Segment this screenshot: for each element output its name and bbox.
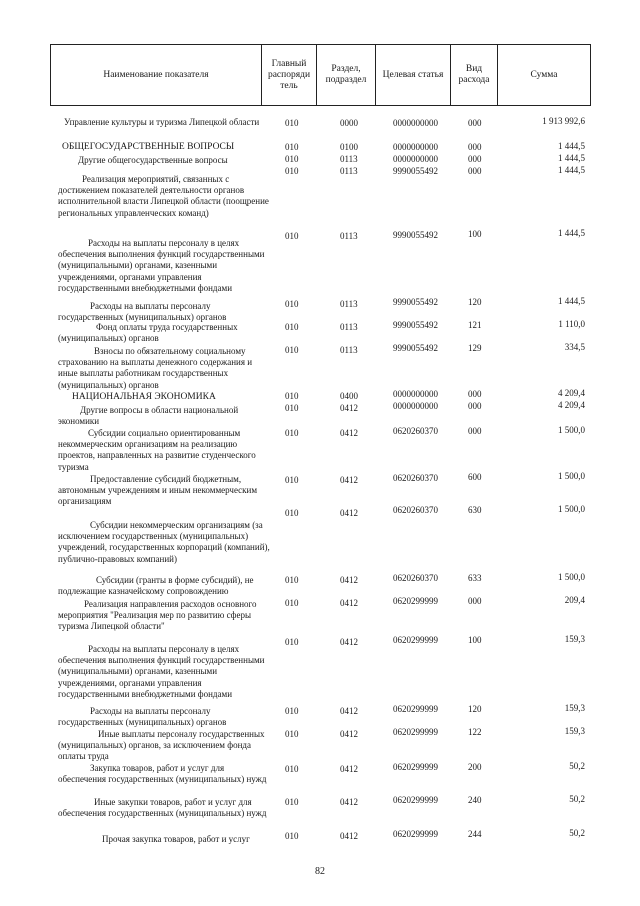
- row-vid: 000: [468, 118, 482, 128]
- row-gr: 010: [285, 598, 299, 608]
- header-vid: Вид расхода: [458, 64, 490, 85]
- header-target-cell: [375, 44, 451, 106]
- row-name: Взносы по обязательному социальному страхованию на выплаты денежного содержания и иные выплаты работникам государственных (муниципальных) органов: [58, 346, 253, 390]
- header-sum: Сумма: [530, 69, 558, 80]
- row-target: 0000000000: [393, 154, 438, 164]
- row-section: 0412: [340, 764, 358, 774]
- row-sum: 1 444,5: [558, 141, 585, 151]
- row-sum: 1 444,5: [558, 296, 585, 306]
- row-gr: 010: [285, 575, 299, 585]
- row-vid: 000: [468, 401, 482, 411]
- row-section: 0412: [340, 831, 358, 841]
- row-section: 0113: [340, 299, 358, 309]
- row-gr: 010: [285, 345, 299, 355]
- row-target: 0000000000: [393, 118, 438, 128]
- row-target: 0620260370: [393, 426, 438, 436]
- row-name: Реализация направления расходов основного мероприятия "Реализация мер по развитию сферы туризма Липецкой области": [58, 599, 257, 632]
- row-vid: 122: [468, 727, 482, 737]
- row-target: 0620260370: [393, 473, 438, 483]
- header-target: Целевая статья: [382, 69, 444, 80]
- row-vid: 200: [468, 762, 482, 772]
- row-sum: 1 500,0: [558, 425, 585, 435]
- row-sum: 1 913 992,6: [542, 116, 585, 126]
- row-sum: 1 444,5: [558, 153, 585, 163]
- row-name: Субсидии некоммерческим организациям (за исключением государственных (муниципальных) учреждений, государственных корпораций (компаний), публично-правовых компаний): [58, 520, 270, 564]
- row-target: 0620299999: [393, 704, 438, 714]
- row-section: 0113: [340, 166, 358, 176]
- row-name: Субсидии (гранты в форме субсидий), не подлежащие казначейскому сопровождению: [58, 575, 254, 597]
- header-gr-cell: [261, 44, 317, 106]
- row-name: Управление культуры и туризма Липецкой области: [64, 117, 260, 127]
- row-target: 0000000000: [393, 142, 438, 152]
- row-name: Реализация мероприятий, связанных с достижением показателей деятельности органов исполнительной власти Липецкой области (поощрение региональных управленческих команд): [58, 174, 269, 218]
- row-gr: 010: [285, 428, 299, 438]
- row-name: Иные выплаты персоналу государственных (муниципальных) органов, за исключением фонда оплаты труда: [58, 729, 265, 762]
- row-section: 0412: [340, 575, 358, 585]
- row-section: 0412: [340, 637, 358, 647]
- row-sum: 50,2: [569, 828, 585, 838]
- row-target: 9990055492: [393, 343, 438, 353]
- row-sum: 1 500,0: [558, 471, 585, 481]
- row-vid: 633: [468, 573, 482, 583]
- row-name: Расходы на выплаты персоналу государственных (муниципальных) органов: [58, 706, 227, 728]
- row-sum: 334,5: [564, 342, 585, 352]
- row-section: 0113: [340, 231, 358, 241]
- row-vid: 240: [468, 795, 482, 805]
- row-vid: 600: [468, 472, 482, 482]
- row-name: Субсидии социально ориентированным некоммерческим организациям на реализацию проектов, направленных на развитие студенческого туризма: [58, 428, 256, 472]
- header-name-cell: [50, 44, 262, 106]
- row-target: 9990055492: [393, 230, 438, 240]
- row-vid: 000: [468, 154, 482, 164]
- row-target: 0620299999: [393, 596, 438, 606]
- row-gr: 010: [285, 142, 299, 152]
- row-name: Расходы на выплаты персоналу в целях обеспечения выполнения функций государственными (муниципальными) органами, казенными учреждениями, органами управления государственными внебюджетными фондами: [58, 238, 265, 293]
- row-gr: 010: [285, 706, 299, 716]
- row-vid: 630: [468, 505, 482, 515]
- row-gr: 010: [285, 797, 299, 807]
- row-gr: 010: [285, 231, 299, 241]
- row-sum: 50,2: [569, 794, 585, 804]
- row-vid: 000: [468, 166, 482, 176]
- row-name: Иные закупки товаров, работ и услуг для обеспечения государственных (муниципальных) нужд: [58, 797, 267, 819]
- row-section: 0412: [340, 403, 358, 413]
- row-section: 0113: [340, 322, 358, 332]
- row-vid: 129: [468, 343, 482, 353]
- row-name: Фонд оплаты труда государственных (муниципальных) органов: [58, 322, 238, 344]
- row-name: Другие общегосударственные вопросы: [78, 155, 228, 165]
- row-vid: 000: [468, 596, 482, 606]
- row-gr: 010: [285, 403, 299, 413]
- header-gr: Главный распоряди тель: [267, 58, 311, 91]
- row-vid: 120: [468, 704, 482, 714]
- row-name: ОБЩЕГОСУДАРСТВЕННЫЕ ВОПРОСЫ: [62, 142, 235, 152]
- row-target: 0620299999: [393, 635, 438, 645]
- row-section: 0100: [340, 142, 358, 152]
- row-target: 0620260370: [393, 505, 438, 515]
- row-name: Другие вопросы в области национальной экономики: [58, 405, 239, 427]
- header-section-cell: [316, 44, 376, 106]
- row-vid: 000: [468, 389, 482, 399]
- row-section: 0412: [340, 706, 358, 716]
- row-vid: 000: [468, 426, 482, 436]
- row-name: Расходы на выплаты персоналу в целях обеспечения выполнения функций государственными (муниципальными) органами, казенными учреждениями, органами управления государственными внебюджетными фондами: [58, 644, 265, 699]
- row-vid: 121: [468, 320, 482, 330]
- row-vid: 120: [468, 297, 482, 307]
- row-gr: 010: [285, 508, 299, 518]
- row-gr: 010: [285, 831, 299, 841]
- row-sum: 4 209,4: [558, 400, 585, 410]
- row-section: 0412: [340, 797, 358, 807]
- header-vid-cell: [450, 44, 498, 106]
- row-name: Расходы на выплаты персоналу государственных (муниципальных) органов: [58, 301, 227, 323]
- row-vid: 100: [468, 635, 482, 645]
- row-name: НАЦИОНАЛЬНАЯ ЭКОНОМИКА: [72, 392, 216, 402]
- row-target: 0620299999: [393, 829, 438, 839]
- row-section: 0412: [340, 475, 358, 485]
- header-section: Раздел, подраздел: [325, 64, 367, 85]
- row-sum: 209,4: [564, 595, 585, 605]
- row-target: 0620260370: [393, 573, 438, 583]
- row-gr: 010: [285, 322, 299, 332]
- row-section: 0412: [340, 428, 358, 438]
- row-sum: 50,2: [569, 761, 585, 771]
- row-sum: 1 444,5: [558, 165, 585, 175]
- row-section: 0412: [340, 598, 358, 608]
- row-target: 0000000000: [393, 389, 438, 399]
- row-target: 0620299999: [393, 727, 438, 737]
- row-sum: 159,3: [564, 634, 585, 644]
- row-gr: 010: [285, 118, 299, 128]
- row-sum: 1 444,5: [558, 228, 585, 238]
- row-gr: 010: [285, 166, 299, 176]
- row-sum: 159,3: [564, 703, 585, 713]
- row-sum: 1 500,0: [558, 572, 585, 582]
- row-target: 9990055492: [393, 297, 438, 307]
- row-vid: 100: [468, 229, 482, 239]
- page-number: 82: [315, 866, 325, 877]
- row-target: 9990055492: [393, 320, 438, 330]
- row-target: 0000000000: [393, 401, 438, 411]
- header-sum-cell: [497, 44, 591, 106]
- row-sum: 1 110,0: [558, 319, 585, 329]
- row-name: Прочая закупка товаров, работ и услуг: [102, 834, 250, 844]
- row-gr: 010: [285, 475, 299, 485]
- row-gr: 010: [285, 764, 299, 774]
- row-section: 0113: [340, 154, 358, 164]
- header-name: Наименование показателя: [103, 69, 209, 80]
- row-section: 0113: [340, 345, 358, 355]
- row-gr: 010: [285, 391, 299, 401]
- row-sum: 1 500,0: [558, 504, 585, 514]
- row-name: Закупка товаров, работ и услуг для обеспечения государственных (муниципальных) нужд: [58, 763, 267, 785]
- row-sum: 159,3: [564, 726, 585, 736]
- row-vid: 244: [468, 829, 482, 839]
- row-gr: 010: [285, 299, 299, 309]
- row-gr: 010: [285, 637, 299, 647]
- row-sum: 4 209,4: [558, 388, 585, 398]
- row-section: 0412: [340, 508, 358, 518]
- row-gr: 010: [285, 154, 299, 164]
- row-section: 0412: [340, 729, 358, 739]
- row-name: Предоставление субсидий бюджетным, автономным учреждениям и иным некоммерческим организациям: [58, 474, 258, 507]
- row-gr: 010: [285, 729, 299, 739]
- row-vid: 000: [468, 142, 482, 152]
- row-target: 0620299999: [393, 795, 438, 805]
- row-target: 9990055492: [393, 166, 438, 176]
- row-target: 0620299999: [393, 762, 438, 772]
- row-section: 0000: [340, 118, 358, 128]
- row-section: 0400: [340, 391, 358, 401]
